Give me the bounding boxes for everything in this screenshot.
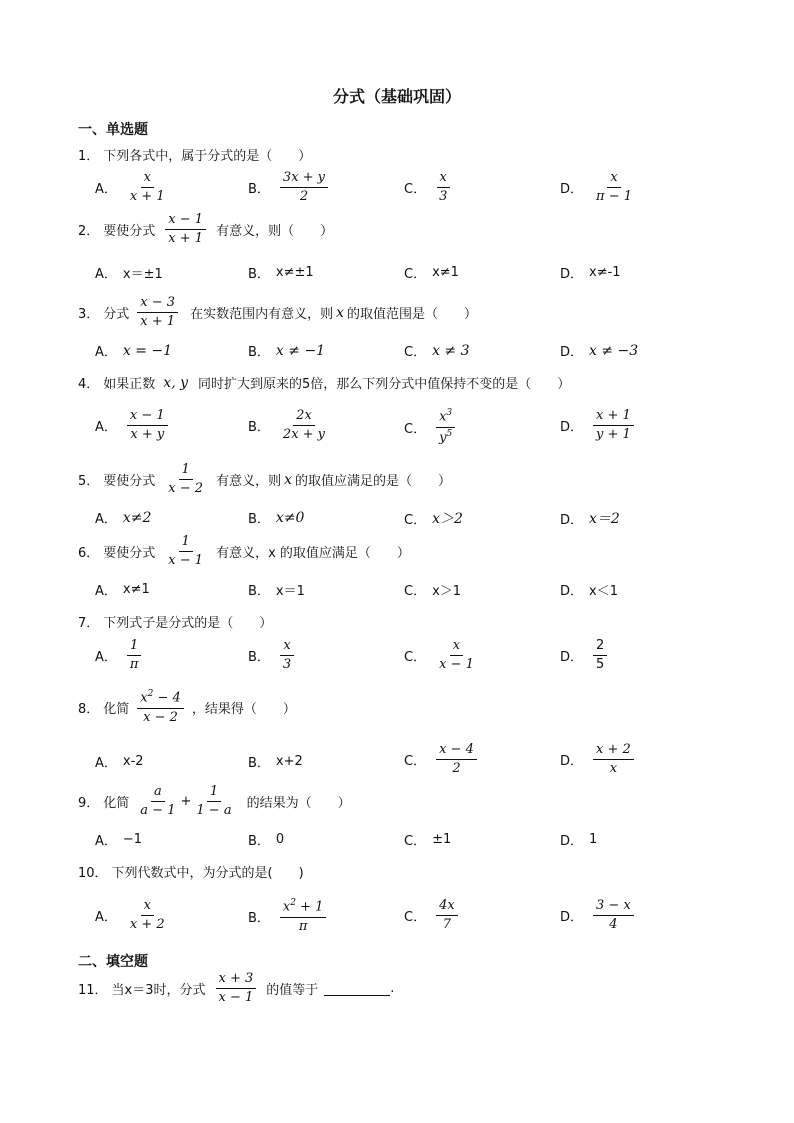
question-10 bbox=[78, 862, 304, 881]
denominator: x − 1 bbox=[218, 990, 254, 1006]
question-text: 的值等于 bbox=[266, 983, 319, 999]
option-d[interactable] bbox=[560, 898, 638, 934]
option-text: x≠-1 bbox=[589, 265, 621, 280]
question-4-options bbox=[0, 408, 794, 448]
question-5 bbox=[78, 462, 451, 498]
denominator: x − 2 bbox=[168, 481, 204, 497]
option-label: C． bbox=[404, 650, 427, 666]
question-number: 3． bbox=[78, 307, 100, 323]
option-d[interactable] bbox=[560, 580, 618, 599]
option-label: A． bbox=[95, 512, 117, 527]
denominator: 5 bbox=[596, 657, 605, 673]
section-heading-fill-blank: 二、填空题 bbox=[78, 954, 148, 970]
option-text: ±1 bbox=[432, 832, 452, 847]
option-b[interactable] bbox=[248, 263, 314, 282]
option-label: B． bbox=[248, 756, 270, 771]
question-text: 当x＝3时，分式 bbox=[111, 983, 206, 999]
denominator: x − 1 bbox=[439, 657, 474, 673]
numerator: 2x bbox=[293, 408, 315, 426]
option-a[interactable] bbox=[95, 752, 144, 771]
fraction bbox=[593, 408, 634, 444]
option-text: x＝±1 bbox=[122, 267, 163, 282]
base: x bbox=[282, 899, 291, 915]
option-label: B． bbox=[248, 345, 270, 360]
option-text: x-2 bbox=[122, 754, 144, 769]
question-text: 化简 bbox=[103, 701, 130, 717]
option-label: D． bbox=[560, 267, 584, 282]
option-a[interactable] bbox=[95, 898, 172, 934]
question-text: 有意义，则 bbox=[216, 474, 282, 490]
option-d[interactable] bbox=[560, 408, 638, 444]
denominator: 3 bbox=[439, 189, 448, 205]
numerator: 3x + y bbox=[280, 170, 328, 188]
option-a[interactable] bbox=[95, 341, 172, 360]
fraction bbox=[593, 170, 635, 206]
question-text: 的取值范围是（ ） bbox=[346, 307, 477, 323]
option-c[interactable] bbox=[404, 638, 481, 674]
question-text: 同时扩大到原来的5倍，那么下列分式中值保持不变的是（ ） bbox=[198, 377, 571, 392]
option-c[interactable] bbox=[404, 580, 461, 599]
option-label: B． bbox=[248, 512, 270, 527]
option-d[interactable] bbox=[560, 263, 621, 282]
plus-sign: + bbox=[180, 794, 192, 810]
question-number: 1． bbox=[78, 149, 100, 164]
exponent: 3 bbox=[446, 408, 453, 418]
option-text: x＞2 bbox=[432, 511, 463, 527]
denominator: 2x + y bbox=[282, 427, 326, 443]
numerator: 1 bbox=[127, 638, 141, 656]
page-title: 分式（基础巩固） bbox=[332, 87, 461, 106]
denominator: 2 bbox=[452, 761, 461, 777]
question-1 bbox=[78, 145, 311, 164]
option-a[interactable] bbox=[95, 408, 172, 444]
option-c[interactable] bbox=[404, 508, 463, 528]
option-label: D． bbox=[560, 584, 584, 599]
answer-blank[interactable] bbox=[324, 981, 390, 996]
denominator: x + y bbox=[130, 427, 165, 443]
denominator: x bbox=[609, 761, 618, 777]
option-label: A． bbox=[95, 267, 117, 282]
option-text: x = −1 bbox=[122, 342, 173, 359]
denominator: x + 2 bbox=[129, 917, 165, 933]
option-d[interactable] bbox=[560, 830, 597, 849]
option-a[interactable] bbox=[95, 830, 142, 849]
fraction bbox=[436, 170, 450, 206]
fraction bbox=[436, 898, 458, 934]
option-text: x ≠ −3 bbox=[589, 342, 639, 359]
fraction bbox=[593, 742, 634, 778]
option-label: A． bbox=[95, 345, 117, 360]
option-c[interactable] bbox=[404, 170, 454, 206]
numerator: x bbox=[141, 170, 154, 188]
question-6 bbox=[78, 534, 410, 570]
option-label: C． bbox=[404, 834, 427, 849]
option-c[interactable] bbox=[404, 341, 470, 360]
denominator: x − 2 bbox=[143, 709, 178, 725]
denominator: 7 bbox=[442, 917, 452, 933]
option-label: C． bbox=[404, 182, 427, 198]
term: + 1 bbox=[296, 899, 324, 915]
fraction bbox=[165, 462, 206, 498]
question-text: 有意义，x 的取值应满足（ ） bbox=[216, 546, 410, 562]
question-number: 5． bbox=[78, 474, 100, 490]
option-b[interactable] bbox=[248, 508, 304, 527]
numerator: x + 2 bbox=[593, 742, 634, 760]
option-text: 1 bbox=[589, 832, 598, 847]
option-text: x ≠ 3 bbox=[432, 342, 470, 359]
question-2 bbox=[78, 212, 333, 248]
question-number: 6． bbox=[78, 546, 100, 562]
option-label: B． bbox=[248, 420, 270, 436]
option-label: C． bbox=[404, 345, 427, 360]
period: . bbox=[390, 981, 395, 997]
variables: x, y bbox=[163, 374, 189, 391]
fraction bbox=[127, 408, 168, 444]
denominator bbox=[436, 428, 455, 447]
denominator: 3 bbox=[282, 657, 292, 673]
fraction bbox=[280, 408, 328, 444]
question-number: 10． bbox=[78, 866, 108, 881]
option-label: A． bbox=[95, 910, 117, 926]
fraction bbox=[127, 898, 168, 934]
question-8 bbox=[78, 689, 296, 726]
option-c[interactable] bbox=[404, 742, 481, 778]
base: x bbox=[439, 409, 447, 425]
option-label: D． bbox=[560, 345, 584, 360]
question-text: 下列式子是分式的是（ ） bbox=[103, 616, 273, 631]
option-b[interactable] bbox=[248, 408, 332, 444]
base: x bbox=[140, 690, 148, 706]
variable: x bbox=[336, 304, 344, 321]
question-number: 11． bbox=[78, 983, 108, 999]
option-text: x≠2 bbox=[122, 509, 152, 526]
denominator: y + 1 bbox=[596, 427, 631, 443]
option-label: A． bbox=[95, 182, 117, 198]
fraction bbox=[216, 971, 257, 1007]
option-b[interactable] bbox=[248, 830, 284, 849]
denominator: π bbox=[298, 918, 308, 934]
option-text: 0 bbox=[275, 832, 285, 847]
option-label: C． bbox=[404, 910, 427, 926]
option-label: C． bbox=[404, 754, 427, 770]
question-3 bbox=[78, 295, 477, 331]
term: − 4 bbox=[153, 690, 181, 706]
denominator: 4 bbox=[609, 917, 618, 933]
question-text: ，结果得（ ） bbox=[191, 701, 296, 717]
numerator: x bbox=[280, 638, 293, 656]
option-c[interactable] bbox=[404, 263, 459, 282]
denominator: π − 1 bbox=[596, 189, 632, 205]
option-label: B． bbox=[248, 910, 270, 926]
option-label: D． bbox=[560, 420, 584, 436]
option-label: A． bbox=[95, 834, 117, 849]
question-text: 要使分式 bbox=[103, 546, 156, 562]
section-heading-single-choice: 一、单选题 bbox=[78, 122, 148, 138]
question-text: 在实数范围内有意义，则 bbox=[190, 307, 334, 323]
denominator: 1 − a bbox=[196, 803, 232, 819]
question-text: 的取值应满足的是（ ） bbox=[294, 474, 451, 490]
question-number: 4． bbox=[78, 377, 100, 392]
option-a[interactable] bbox=[95, 638, 145, 674]
numerator: 4x bbox=[436, 898, 458, 916]
denominator: π bbox=[129, 657, 139, 673]
option-a[interactable] bbox=[95, 508, 151, 527]
option-label: C． bbox=[404, 512, 427, 528]
option-label: D． bbox=[560, 754, 584, 770]
option-label: A． bbox=[95, 420, 117, 436]
option-b[interactable] bbox=[248, 638, 298, 674]
option-d[interactable] bbox=[560, 341, 638, 360]
question-number: 9． bbox=[78, 796, 100, 812]
question-number: 7． bbox=[78, 616, 100, 631]
fraction bbox=[127, 638, 142, 674]
fraction bbox=[280, 638, 294, 674]
base: y bbox=[439, 429, 447, 445]
option-text: x ≠ −1 bbox=[275, 342, 326, 359]
numerator: 1 bbox=[179, 534, 193, 552]
numerator: x bbox=[141, 898, 154, 916]
fraction bbox=[436, 742, 477, 778]
fraction bbox=[280, 898, 327, 935]
question-9 bbox=[78, 784, 351, 820]
option-label: A． bbox=[95, 650, 117, 666]
option-text: x＞1 bbox=[432, 584, 462, 599]
option-d[interactable] bbox=[560, 170, 639, 206]
fraction bbox=[137, 784, 178, 820]
denominator: x + 1 bbox=[140, 314, 176, 330]
question-text: 如果正数 bbox=[103, 377, 156, 392]
question-4 bbox=[78, 373, 570, 392]
option-label: D． bbox=[560, 834, 584, 849]
option-b[interactable] bbox=[248, 898, 330, 935]
numerator: a bbox=[151, 784, 165, 802]
option-label: B． bbox=[248, 584, 270, 599]
question-text: 要使分式 bbox=[103, 224, 156, 240]
option-text: x≠1 bbox=[122, 582, 150, 597]
numerator: x − 1 bbox=[165, 212, 206, 230]
option-label: D． bbox=[560, 182, 584, 198]
question-number: 2． bbox=[78, 224, 100, 240]
numerator: x bbox=[437, 170, 450, 188]
option-label: D． bbox=[560, 650, 584, 666]
numerator: x − 1 bbox=[127, 408, 168, 426]
question-text: 分式 bbox=[103, 307, 130, 323]
fraction bbox=[280, 170, 328, 206]
numerator bbox=[280, 898, 327, 918]
option-a[interactable] bbox=[95, 263, 163, 282]
denominator: a − 1 bbox=[140, 803, 176, 819]
option-label: C． bbox=[404, 267, 427, 282]
denominator: x + 1 bbox=[129, 189, 165, 205]
fraction bbox=[165, 212, 206, 248]
option-c[interactable] bbox=[404, 898, 462, 934]
numerator bbox=[137, 689, 184, 709]
option-text: x≠0 bbox=[275, 509, 305, 526]
numerator: x bbox=[607, 170, 620, 188]
question-text: 的结果为（ ） bbox=[246, 796, 351, 812]
denominator: x + 1 bbox=[168, 231, 204, 247]
numerator: x + 3 bbox=[216, 971, 257, 989]
fraction bbox=[137, 295, 178, 331]
denominator: 2 bbox=[299, 189, 309, 205]
question-text: 下列各式中，属于分式的是（ ） bbox=[103, 149, 312, 164]
option-label: C． bbox=[404, 584, 427, 599]
question-text: 要使分式 bbox=[103, 474, 156, 490]
option-b[interactable] bbox=[248, 170, 332, 206]
numerator: x + 1 bbox=[593, 408, 634, 426]
fraction bbox=[593, 898, 634, 934]
option-label: D． bbox=[560, 512, 584, 528]
question-7-options bbox=[0, 638, 794, 678]
option-text: x≠±1 bbox=[275, 265, 314, 280]
option-label: B． bbox=[248, 650, 270, 666]
option-label: B． bbox=[248, 182, 270, 198]
exponent: 2 bbox=[290, 898, 296, 908]
numerator: x bbox=[450, 638, 463, 656]
option-label: B． bbox=[248, 834, 270, 849]
option-text: x≠1 bbox=[432, 265, 459, 280]
option-label: D． bbox=[560, 910, 584, 926]
question-1-options bbox=[0, 170, 794, 210]
fraction bbox=[165, 534, 206, 570]
numerator bbox=[436, 408, 455, 428]
fraction bbox=[593, 638, 607, 674]
option-a[interactable] bbox=[95, 580, 150, 599]
option-b[interactable] bbox=[248, 752, 303, 771]
option-label: A． bbox=[95, 584, 117, 599]
option-label: A． bbox=[95, 756, 117, 771]
fraction bbox=[436, 408, 455, 446]
option-d[interactable] bbox=[560, 508, 620, 528]
question-text: 有意义，则（ ） bbox=[216, 224, 334, 240]
option-c[interactable] bbox=[404, 830, 451, 849]
fraction bbox=[436, 638, 477, 674]
option-d[interactable] bbox=[560, 742, 638, 778]
fraction bbox=[193, 784, 234, 820]
question-number: 8． bbox=[78, 701, 100, 717]
numerator: x − 3 bbox=[137, 295, 178, 313]
option-label: B． bbox=[248, 267, 270, 282]
numerator: 2 bbox=[593, 638, 607, 656]
exponent: 2 bbox=[147, 689, 154, 699]
question-text: 下列代数式中，为分式的是( ) bbox=[111, 866, 304, 881]
fraction bbox=[137, 689, 184, 726]
option-b[interactable] bbox=[248, 580, 305, 599]
denominator: x − 1 bbox=[168, 553, 204, 569]
option-a[interactable] bbox=[95, 170, 172, 206]
fraction bbox=[127, 170, 168, 206]
numerator: 1 bbox=[207, 784, 221, 802]
question-10-options bbox=[0, 898, 794, 938]
option-text: x＜1 bbox=[589, 584, 618, 599]
question-11 bbox=[78, 971, 394, 1007]
numerator: 1 bbox=[179, 462, 193, 480]
option-d[interactable] bbox=[560, 638, 611, 674]
option-label: C． bbox=[404, 421, 427, 437]
numerator: 3 − x bbox=[593, 898, 634, 916]
variable: x bbox=[284, 471, 292, 488]
option-text: x+2 bbox=[275, 754, 303, 769]
question-7 bbox=[78, 612, 272, 631]
question-8-options bbox=[0, 742, 794, 782]
numerator: x − 4 bbox=[436, 742, 477, 760]
option-c[interactable] bbox=[404, 408, 459, 446]
question-text: 化简 bbox=[103, 796, 130, 812]
option-b[interactable] bbox=[248, 341, 325, 360]
option-text: x＝1 bbox=[275, 584, 305, 599]
option-text: −1 bbox=[122, 832, 143, 847]
exponent: 5 bbox=[446, 428, 453, 439]
option-text: x＝2 bbox=[589, 511, 620, 527]
